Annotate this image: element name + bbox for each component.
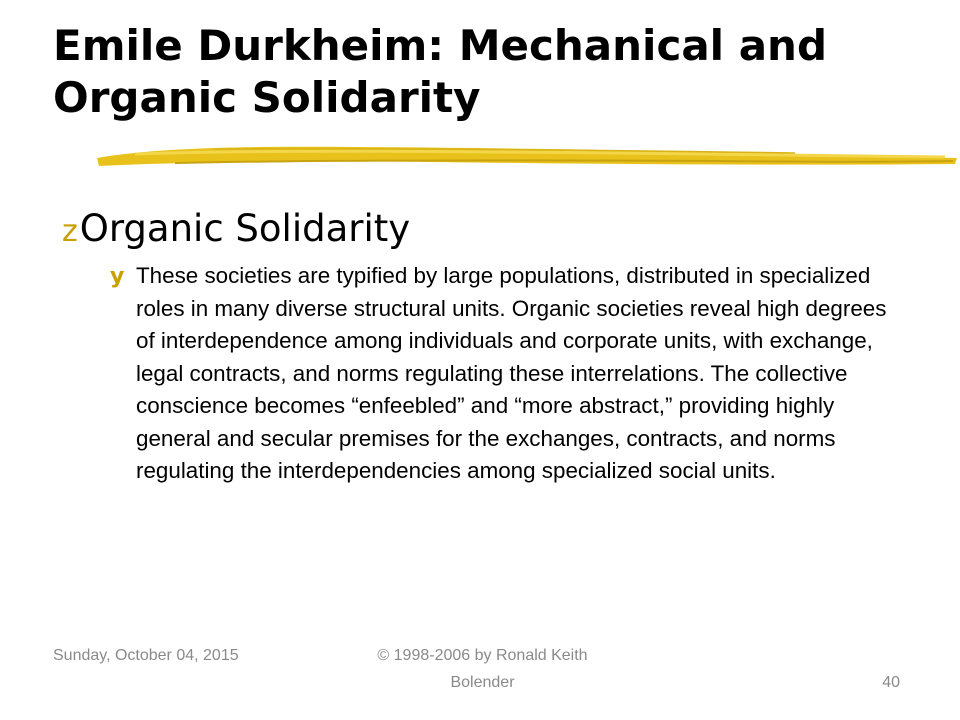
footer-date: Sunday, October 04, 2015	[53, 647, 239, 664]
footer-page-number: 40	[882, 674, 900, 691]
level2-bullet	[110, 260, 910, 488]
level1-text: Organic Solidarity	[79, 207, 411, 250]
z-bullet-icon: z	[62, 214, 78, 249]
footer-copyright: © 1998-2006 by Ronald Keith Bolender	[377, 647, 588, 691]
brush-stroke-divider	[95, 136, 960, 176]
y-bullet-icon: y	[110, 264, 125, 289]
slide-title: Emile Durkheim: Mechanical and Organic Solidarity	[53, 21, 828, 122]
level1-bullet	[62, 205, 410, 256]
level2-text: These societies are typified by large populations, distributed in specialized roles in many diverse structural units. Organic societies reveal high degrees of interdependence among individuals and corporate units, with exchange, legal contracts, and norms regulating these interrelations. The collective conscience becomes “enfeebled” and “more abstract,” providing highly general and secular premises for the exchanges, contracts, and norms regulating the interdependencies among specialized social units.	[136, 263, 887, 483]
